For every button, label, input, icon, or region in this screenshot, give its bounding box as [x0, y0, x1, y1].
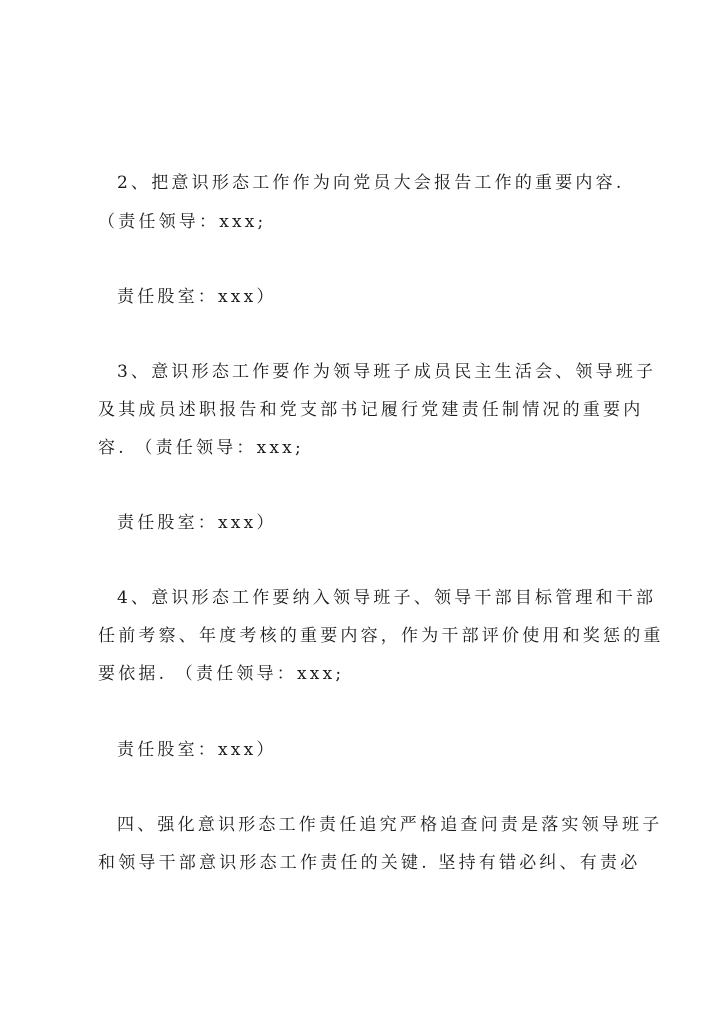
paragraph-3-line-2: 及其成员述职报告和党支部书记履行党建责任制情况的重要内 — [98, 400, 644, 420]
paragraph-2-line-2: （责任领导：xxx; — [98, 212, 267, 232]
paragraph-3-line-1: 3、意识形态工作要作为领导班子成员民主生活会、领导班子 — [117, 362, 657, 382]
paragraph-4-responsible-office: 责任股室：xxx） — [117, 740, 277, 760]
paragraph-3-line-3: 容. （责任领导：xxx; — [98, 438, 304, 458]
paragraph-3-responsible-office: 责任股室：xxx） — [117, 513, 277, 533]
paragraph-4-line-3: 要依据. （责任领导：xxx; — [98, 664, 345, 684]
section-4-line-2: 和领导干部意识形态工作责任的关键. 坚持有错必纠、有责必 — [98, 853, 641, 873]
paragraph-4-line-2: 任前考察、年度考核的重要内容，作为干部评价使用和奖惩的重 — [98, 626, 664, 646]
paragraph-4-line-1: 4、意识形态工作要纳入领导班子、领导干部目标管理和干部 — [117, 588, 657, 608]
section-4-line-1: 四、强化意识形态工作责任追究严格追查问责是落实领导班子 — [117, 815, 663, 835]
paragraph-2-responsible-office: 责任股室：xxx） — [117, 287, 277, 307]
paragraph-2-line-1: 2、把意识形态工作作为向党员大会报告工作的重要内容. — [117, 173, 625, 193]
